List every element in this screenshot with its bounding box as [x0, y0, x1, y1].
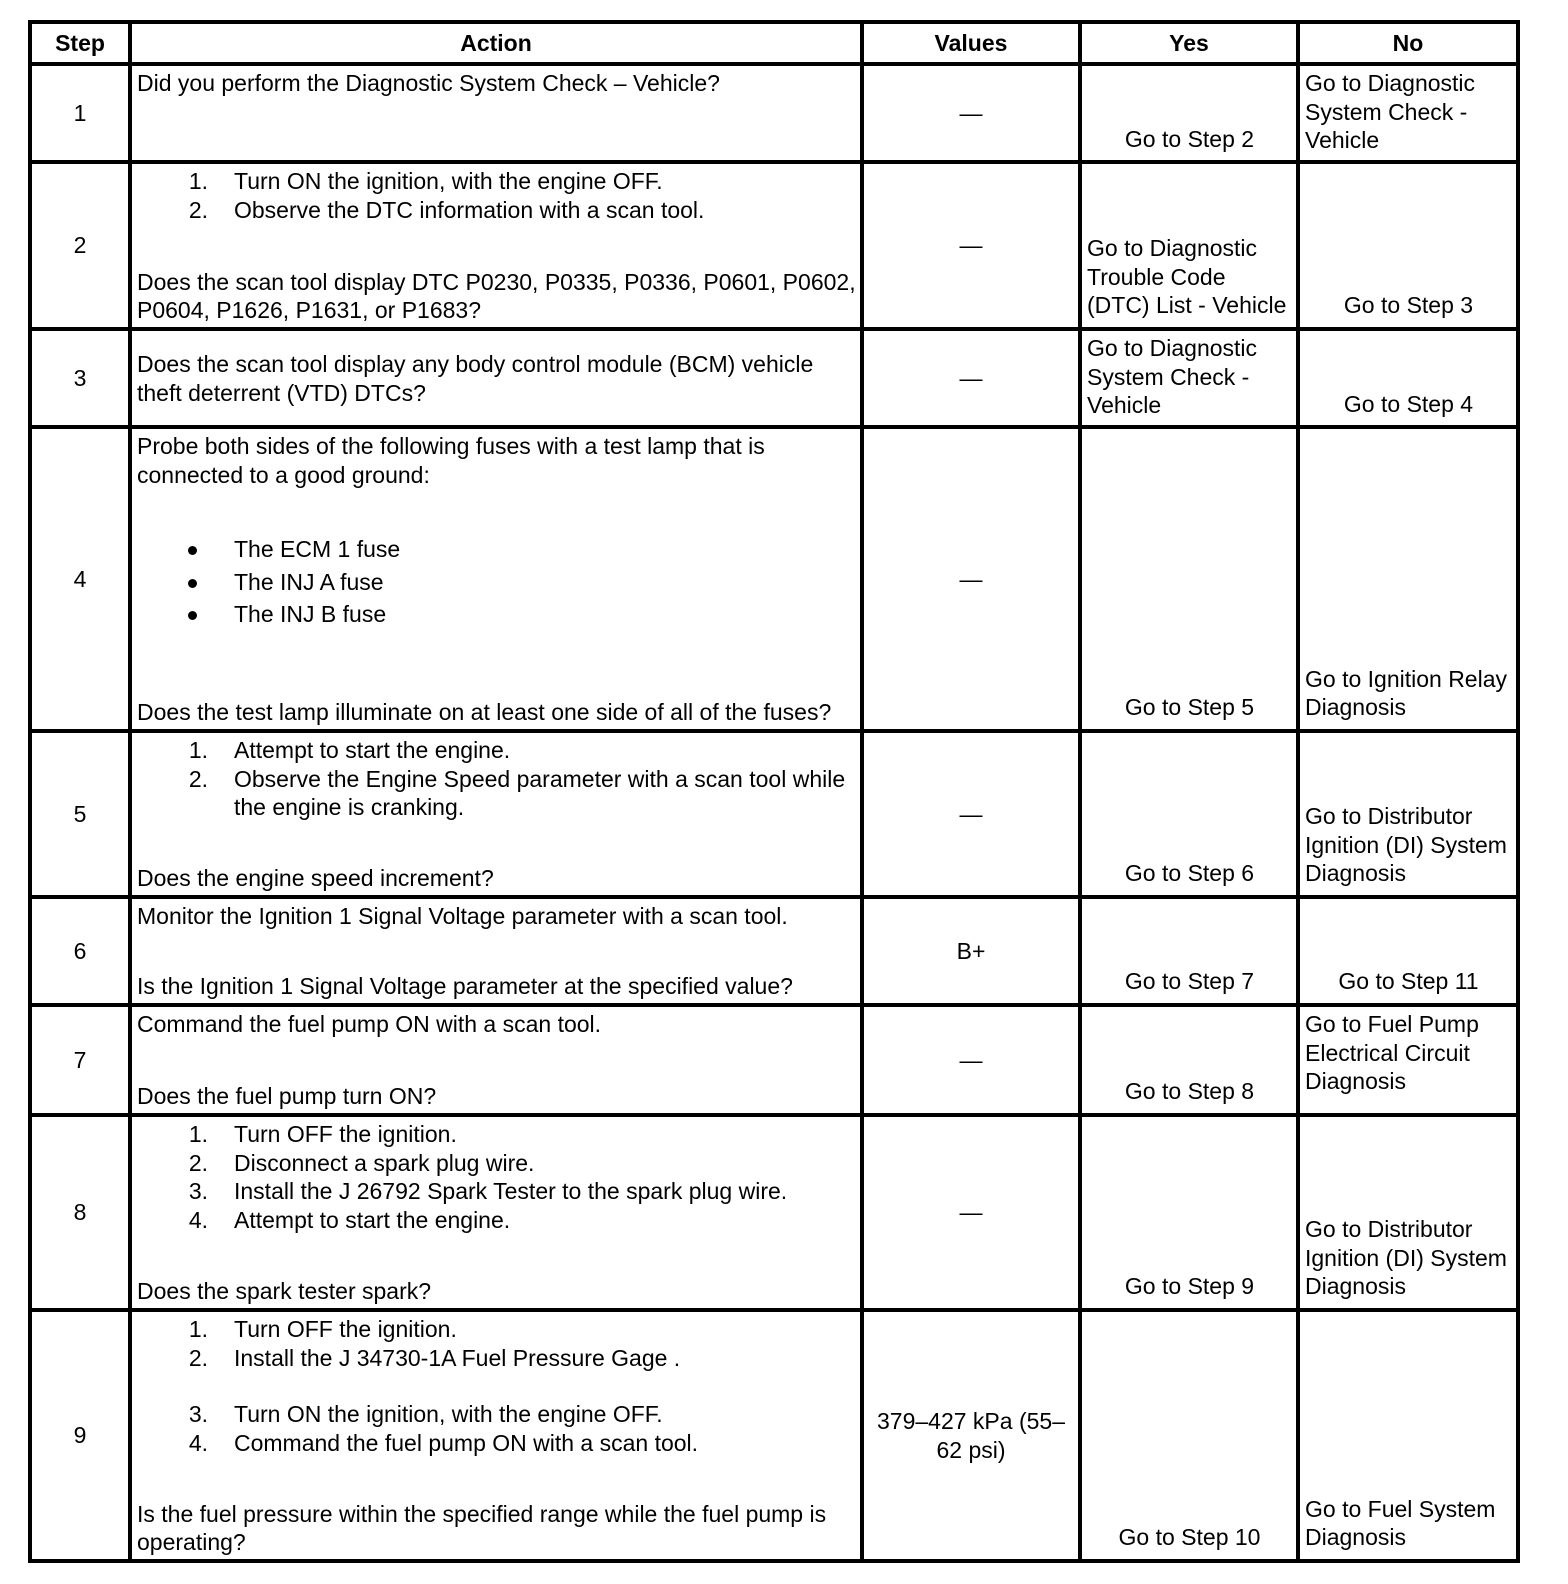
- action-step: 2. Install the J 34730-1A Fuel Pressure Gage .: [188, 1344, 681, 1371]
- value-cell: —: [862, 731, 1080, 897]
- no-cell: [1298, 731, 1518, 897]
- intro-text: Probe both sides of the following fuses with a test lamp that is connected to a good ground:: [137, 433, 765, 488]
- action-step: 3. Turn ON the ignition, with the engine OFF.: [188, 1401, 663, 1428]
- table-row: [30, 1310, 1518, 1561]
- action-step: 3. Install the J 26792 Spark Tester to the spark plug wire.: [188, 1178, 788, 1205]
- action-cell: [130, 1310, 862, 1561]
- no-cell: [1298, 1115, 1518, 1310]
- no-link-text: Go to Distributor Ignition (DI) System Diagnosis: [1305, 1216, 1507, 1300]
- step-number: 3: [30, 329, 130, 427]
- header-step: Step: [30, 22, 130, 64]
- fuse-list: [137, 533, 856, 631]
- action-step: 2. Observe the DTC information with a scan tool.: [188, 196, 705, 223]
- yes-link-text: Go to Step 9: [1124, 1273, 1255, 1300]
- step-number: 4: [30, 427, 130, 731]
- no-link-text: Go to Step 11: [1338, 968, 1479, 995]
- action-step: 4. Attempt to start the engine.: [188, 1206, 511, 1233]
- value-cell: —: [862, 1005, 1080, 1115]
- value-cell: —: [862, 162, 1080, 329]
- yes-link-text: Go to Step 2: [1124, 126, 1255, 153]
- question-text: Is the Ignition 1 Signal Voltage parameter at the specified value?: [137, 973, 793, 1000]
- action-cell: [130, 1115, 862, 1310]
- no-cell: [1298, 1310, 1518, 1561]
- intro-text: Monitor the Ignition 1 Signal Voltage parameter with a scan tool.: [137, 903, 788, 929]
- value-cell: 379–427 kPa (55–62 psi): [862, 1310, 1080, 1561]
- action-cell: [130, 64, 862, 162]
- action-cell: [130, 897, 862, 1005]
- yes-link-text: Go to Step 8: [1124, 1078, 1255, 1105]
- question-text: Does the scan tool display DTC P0230, P0335, P0336, P0601, P0602, P0604, P1626, P1631, or P1683?: [137, 268, 856, 324]
- yes-cell: [1080, 1115, 1298, 1310]
- yes-link-text: Go to Step 10: [1118, 1524, 1261, 1551]
- yes-cell: [1080, 731, 1298, 897]
- action-step: 1. Turn OFF the ignition.: [188, 1121, 457, 1147]
- yes-link-text: Go to Diagnostic System Check - Vehicle: [1087, 335, 1258, 419]
- table-row: [30, 897, 1518, 1005]
- no-link-text: Go to Fuel Pump Electrical Circuit Diagnosis: [1305, 1011, 1479, 1095]
- list-item: The INJ A fuse: [184, 566, 856, 599]
- yes-cell: [1080, 427, 1298, 731]
- table-header-row: [30, 22, 1518, 64]
- diagnostic-table: [28, 20, 1520, 1563]
- list-item: The INJ B fuse: [184, 598, 856, 631]
- no-link-text: Go to Ignition Relay Diagnosis: [1305, 665, 1508, 721]
- no-link-text: Go to Fuel System Diagnosis: [1305, 1495, 1496, 1551]
- action-step: 1. Attempt to start the engine.: [188, 737, 511, 763]
- action-steps: [137, 736, 856, 822]
- no-link-text: Go to Diagnostic System Check - Vehicle: [1305, 70, 1476, 154]
- no-link-text: Go to Step 3: [1343, 292, 1474, 319]
- yes-cell: [1080, 897, 1298, 1005]
- question-text: Did you perform the Diagnostic System Check – Vehicle?: [137, 70, 720, 96]
- step-number: 2: [30, 162, 130, 329]
- action-cell: [130, 1005, 862, 1115]
- yes-cell: [1080, 329, 1298, 427]
- action-step: 2. Disconnect a spark plug wire.: [188, 1149, 535, 1176]
- action-steps: [137, 1315, 856, 1372]
- action-step: 2. Observe the Engine Speed parameter with a scan tool while the engine is cranking.: [188, 765, 846, 821]
- yes-link-text: Go to Step 7: [1124, 968, 1255, 995]
- yes-cell: [1080, 162, 1298, 329]
- no-cell: [1298, 162, 1518, 329]
- question-text: Is the fuel pressure within the specified range while the fuel pump is operating?: [137, 1500, 827, 1556]
- header-action: Action: [130, 22, 862, 64]
- bullet-icon: [188, 579, 197, 588]
- no-cell: [1298, 897, 1518, 1005]
- table-row: [30, 64, 1518, 162]
- no-cell: [1298, 64, 1518, 162]
- question-text: Does the spark tester spark?: [137, 1278, 432, 1305]
- value-cell: —: [862, 1115, 1080, 1310]
- question-text: Does the scan tool display any body control module (BCM) vehicle theft deterrent (VTD) DTCs?: [137, 350, 814, 406]
- question-text: Does the engine speed increment?: [137, 865, 494, 892]
- intro-text: Command the fuel pump ON with a scan tool.: [137, 1011, 602, 1037]
- action-cell: [130, 731, 862, 897]
- question-text: Does the test lamp illuminate on at least one side of all of the fuses?: [137, 699, 832, 726]
- header-no: No: [1298, 22, 1518, 64]
- bullet-icon: [188, 611, 197, 620]
- table-row: [30, 329, 1518, 427]
- no-link-text: Go to Step 4: [1343, 391, 1474, 418]
- action-steps: [137, 167, 856, 224]
- action-steps: [137, 1400, 856, 1457]
- header-yes: Yes: [1080, 22, 1298, 64]
- step-number: 7: [30, 1005, 130, 1115]
- step-number: 5: [30, 731, 130, 897]
- step-number: 9: [30, 1310, 130, 1561]
- step-number: 8: [30, 1115, 130, 1310]
- value-cell: —: [862, 329, 1080, 427]
- yes-cell: [1080, 1005, 1298, 1115]
- action-cell: [130, 329, 862, 427]
- yes-link-text: Go to Step 5: [1124, 694, 1255, 721]
- action-cell: [130, 427, 862, 731]
- step-number: 6: [30, 897, 130, 1005]
- yes-cell: [1080, 64, 1298, 162]
- value-cell: B+: [862, 897, 1080, 1005]
- yes-cell: [1080, 1310, 1298, 1561]
- action-steps: [137, 1120, 856, 1234]
- table-row: [30, 427, 1518, 731]
- table-row: [30, 1005, 1518, 1115]
- table-row: [30, 1115, 1518, 1310]
- list-item: The ECM 1 fuse: [184, 533, 856, 566]
- yes-link-text: Go to Step 6: [1124, 860, 1255, 887]
- table-row: [30, 162, 1518, 329]
- step-number: 1: [30, 64, 130, 162]
- question-text: Does the fuel pump turn ON?: [137, 1083, 437, 1110]
- no-link-text: Go to Distributor Ignition (DI) System Diagnosis: [1305, 803, 1507, 887]
- header-values: Values: [862, 22, 1080, 64]
- action-step: 4. Command the fuel pump ON with a scan tool.: [188, 1429, 699, 1456]
- action-step: 1. Turn OFF the ignition.: [188, 1316, 457, 1342]
- value-cell: —: [862, 64, 1080, 162]
- yes-link-text: Go to Diagnostic Trouble Code (DTC) List - Vehicle: [1087, 235, 1287, 319]
- table-row: [30, 731, 1518, 897]
- action-step: 1. Turn ON the ignition, with the engine OFF.: [188, 168, 663, 194]
- value-cell: —: [862, 427, 1080, 731]
- no-cell: [1298, 1005, 1518, 1115]
- action-cell: [130, 162, 862, 329]
- no-cell: [1298, 427, 1518, 731]
- bullet-icon: [188, 546, 197, 555]
- no-cell: [1298, 329, 1518, 427]
